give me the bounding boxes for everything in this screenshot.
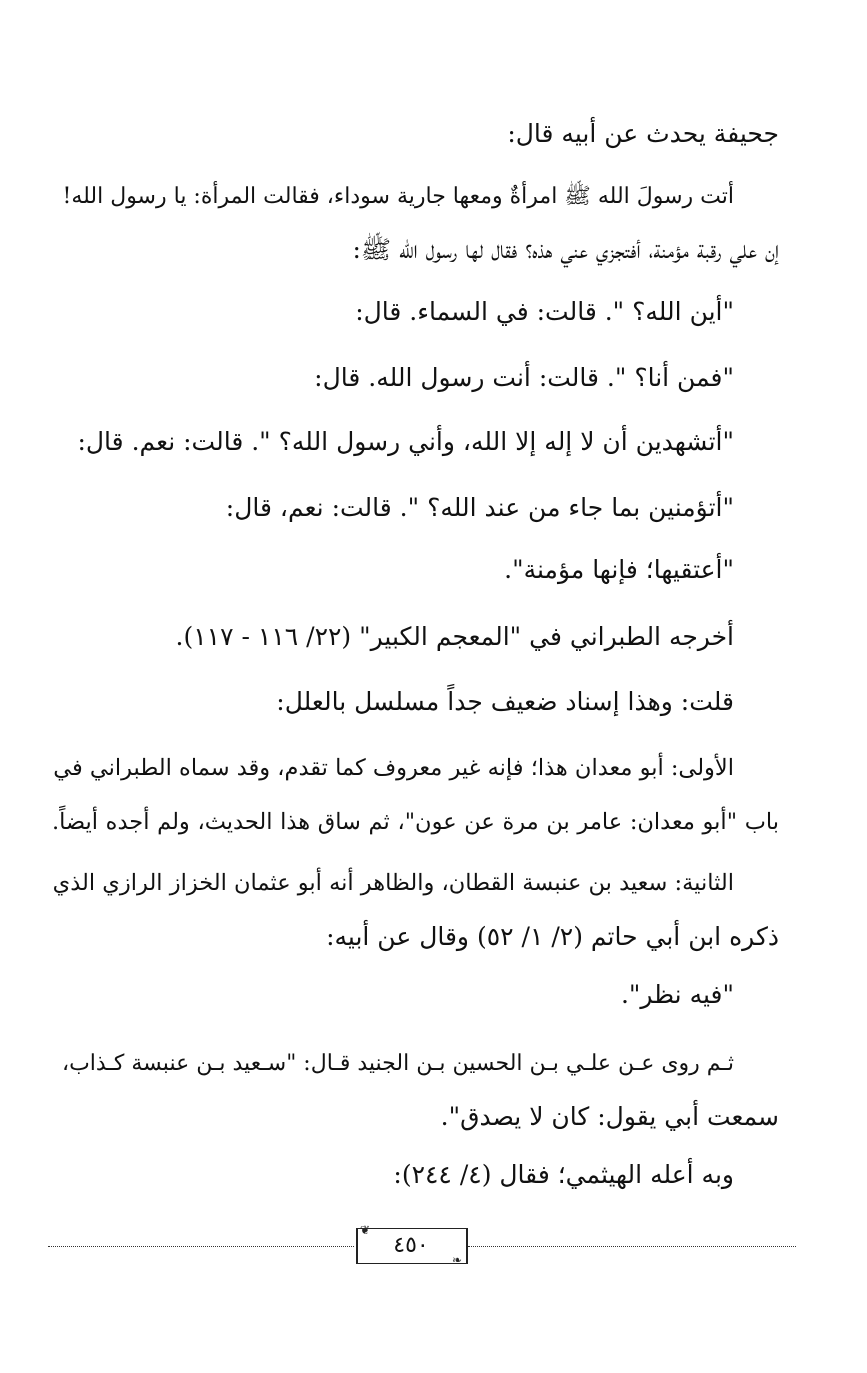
text-line-16: ثـم روى عـن علـي بـن الحسين بـن الجنيد قـال: "سـعيد بـن عنبسة كـذاب، xyxy=(62,1051,734,1076)
text-line-14: ذكره ابن أبي حاتم (٢/ ١/ ٥٢) وقال عن أبيه: xyxy=(326,922,779,951)
text-line-7: "أتؤمنين بما جاء من عند الله؟ ". قالت: نعم، قال: xyxy=(225,493,734,522)
text-line-13: الثانية: سعيد بن عنبسة القطان، والظاهر أنه أبو عثمان الخزاز الرازي الذي xyxy=(52,870,734,896)
text-line-5: "فمن أنا؟ ". قالت: أنت رسول الله. قال: xyxy=(314,363,734,392)
text-line-2: أتت رسولَ الله ﷺ امرأةٌ ومعها جارية سوداء، فقالت المرأة: يا رسول الله! xyxy=(62,184,734,209)
ornament-icon: ❦ xyxy=(360,1223,371,1237)
text-line-9: أخرجه الطبراني في "المعجم الكبير" (٢٢/ ١١٦ - ١١٧). xyxy=(175,622,734,651)
text-line-3: إن علي رقبة مؤمنة، أفتجزي عني هذه؟ فقال لها رسول الله ﷺ: xyxy=(352,235,779,264)
footer-rule-right xyxy=(468,1246,796,1247)
text-line-15: "فيه نظر". xyxy=(620,980,734,1009)
ornament-icon: ❧ xyxy=(451,1253,462,1267)
page-number: ٤٥٠ xyxy=(393,1233,429,1258)
page-footer xyxy=(48,1222,796,1272)
text-line-1: جحيفة يحدث عن أبيه قال: xyxy=(507,119,779,148)
text-line-17: سمعت أبي يقول: كان لا يصدق". xyxy=(440,1102,779,1131)
page-number-frame xyxy=(356,1223,466,1267)
text-line-6: "أتشهدين أن لا إله إلا الله، وأني رسول الله؟ ". قالت: نعم. قال: xyxy=(77,427,734,456)
text-line-11: الأولى: أبو معدان هذا؛ فإنه غير معروف كما تقدم، وقد سماه الطبراني في xyxy=(53,755,734,781)
text-line-18: وبه أعله الهيثمي؛ فقال (٤/ ٢٤٤): xyxy=(393,1160,734,1189)
text-line-10: قلت: وهذا إسناد ضعيف جداً مسلسل بالعلل: xyxy=(276,687,734,716)
text-line-4: "أين الله؟ ". قالت: في السماء. قال: xyxy=(355,297,734,326)
text-line-8: "أعتقيها؛ فإنها مؤمنة". xyxy=(504,555,734,584)
footer-rule-left xyxy=(48,1246,354,1247)
text-line-12: باب "أبو معدان: عامر بن مرة عن عون"، ثم ساق هذا الحديث، ولم أجده أيضاً. xyxy=(52,809,779,835)
